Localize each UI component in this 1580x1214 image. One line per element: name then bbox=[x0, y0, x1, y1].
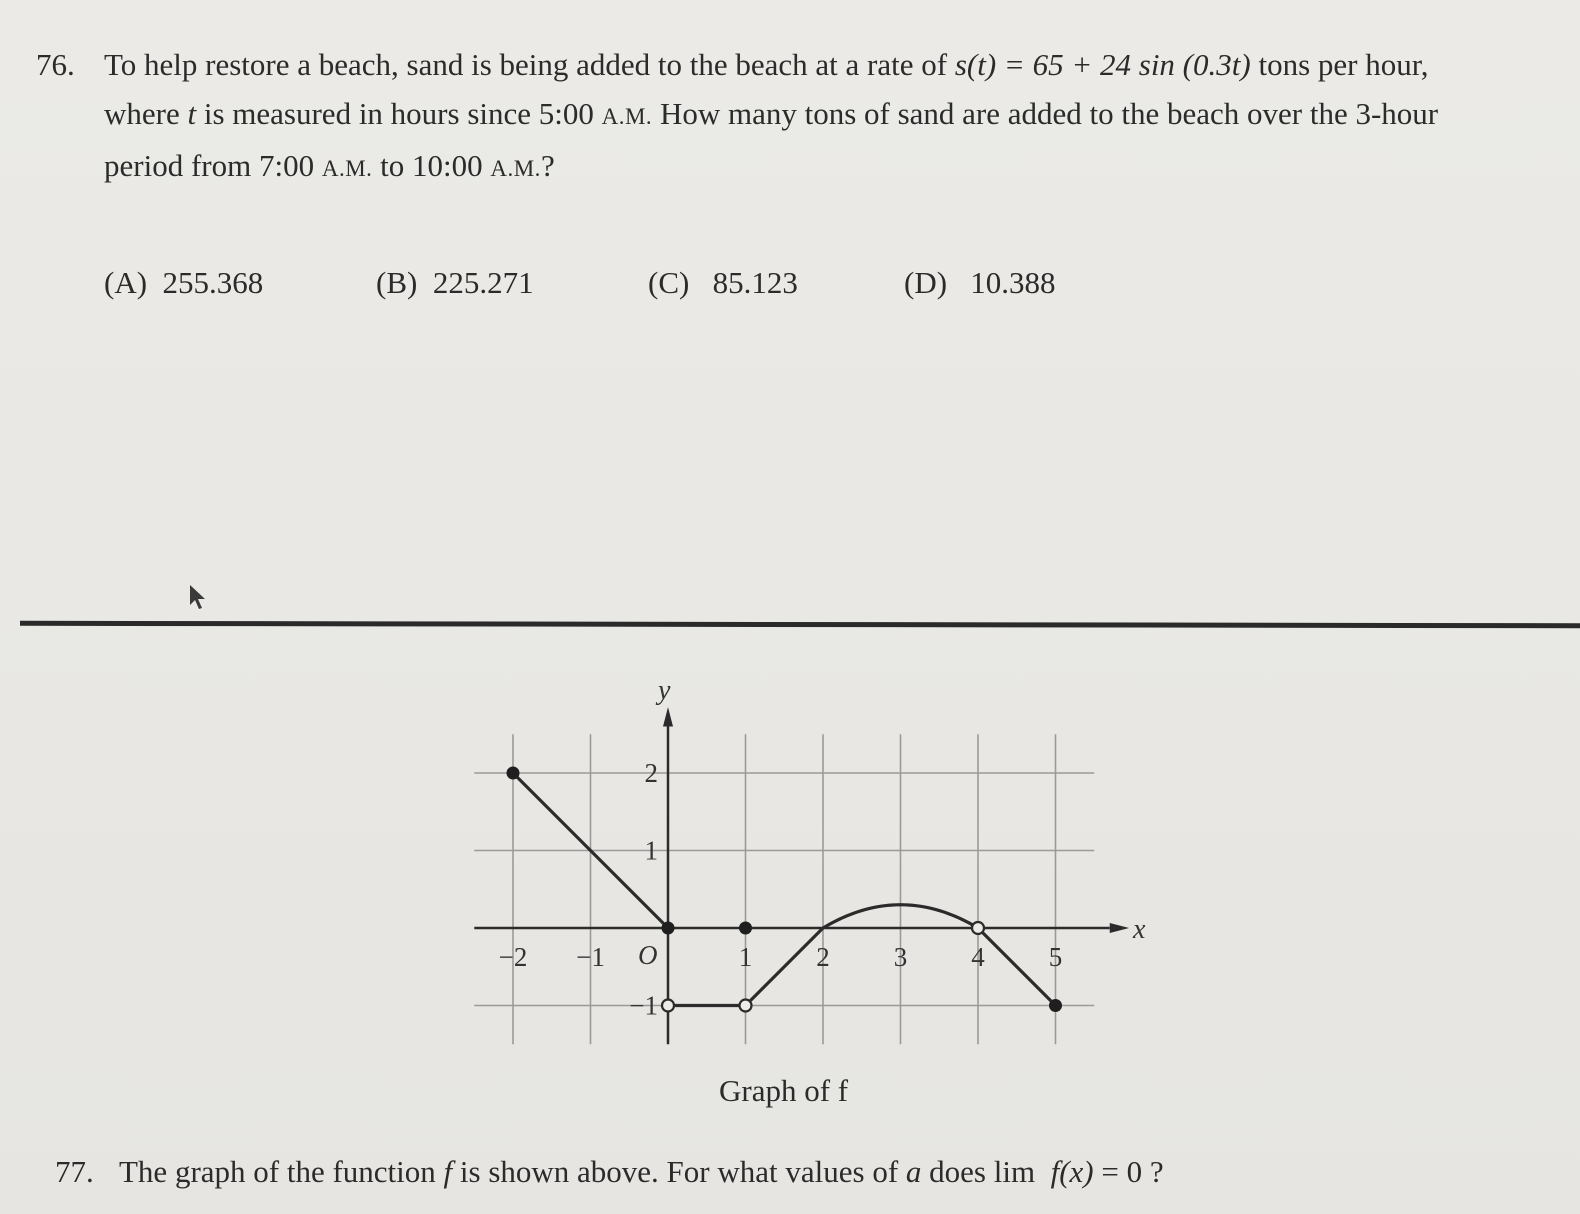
question-number: 77. bbox=[55, 1154, 94, 1189]
rate-formula: s(t) = 65 + 24 sin (0.3t) bbox=[954, 47, 1251, 82]
stem-line-1: To help restore a beach, sand is being added to the beach at a rate of s(t) = 65 + 24 sin (0.3t) tons per hour, bbox=[104, 47, 1429, 82]
filled-point bbox=[507, 767, 520, 780]
question-stem bbox=[104, 40, 1574, 300]
choice-c[interactable]: (C) 85.123 bbox=[648, 265, 798, 300]
stem-line-2: where t is measured in hours since 5:00 A.M. How many tons of sand are added to the beach over the 3-hour bbox=[104, 96, 1439, 131]
y-tick-label: 2 bbox=[644, 758, 658, 788]
x-axis-arrow bbox=[1110, 923, 1129, 933]
choice-a[interactable]: (A) 255.368 bbox=[104, 265, 264, 300]
graph-caption: Graph of f bbox=[719, 1073, 849, 1108]
choice-b[interactable]: (B) 225.271 bbox=[376, 265, 534, 300]
open-point bbox=[972, 922, 984, 934]
filled-point bbox=[739, 922, 752, 935]
question-77: 77. The graph of the function f is shown above. For what values of a does lim f(x) = 0 ? bbox=[55, 1154, 1164, 1189]
axes bbox=[474, 707, 1129, 1044]
x-tick-label: 3 bbox=[893, 942, 908, 972]
mouse-pointer-icon bbox=[187, 583, 211, 613]
y-tick-label: 1 bbox=[644, 835, 658, 866]
x-tick-label: −1 bbox=[576, 942, 605, 972]
y-tick-label: −1 bbox=[629, 990, 658, 1021]
filled-point bbox=[662, 922, 675, 935]
x-tick-label: 5 bbox=[1048, 942, 1063, 972]
open-point bbox=[740, 1000, 752, 1012]
x-tick-label: 4 bbox=[971, 942, 985, 972]
function-graph bbox=[460, 670, 1160, 1070]
x-tick-label: 2 bbox=[816, 942, 830, 972]
origin-label: O bbox=[638, 940, 658, 970]
open-point bbox=[662, 1000, 674, 1012]
question-number: 76. bbox=[36, 47, 75, 82]
answer-choices bbox=[104, 258, 1304, 308]
x-tick-label: 1 bbox=[738, 942, 753, 972]
choice-d[interactable]: (D) 10.388 bbox=[904, 265, 1056, 300]
grid-lines bbox=[474, 734, 1094, 1044]
section-divider bbox=[20, 621, 1580, 628]
stem-line-3: period from 7:00 A.M. to 10:00 A.M.? bbox=[104, 148, 555, 183]
x-axis-label: x bbox=[1133, 914, 1146, 945]
y-axis-arrow bbox=[663, 707, 673, 726]
y-axis-label: y bbox=[658, 675, 671, 707]
filled-point bbox=[1049, 999, 1062, 1012]
x-tick-label: −2 bbox=[498, 942, 528, 972]
